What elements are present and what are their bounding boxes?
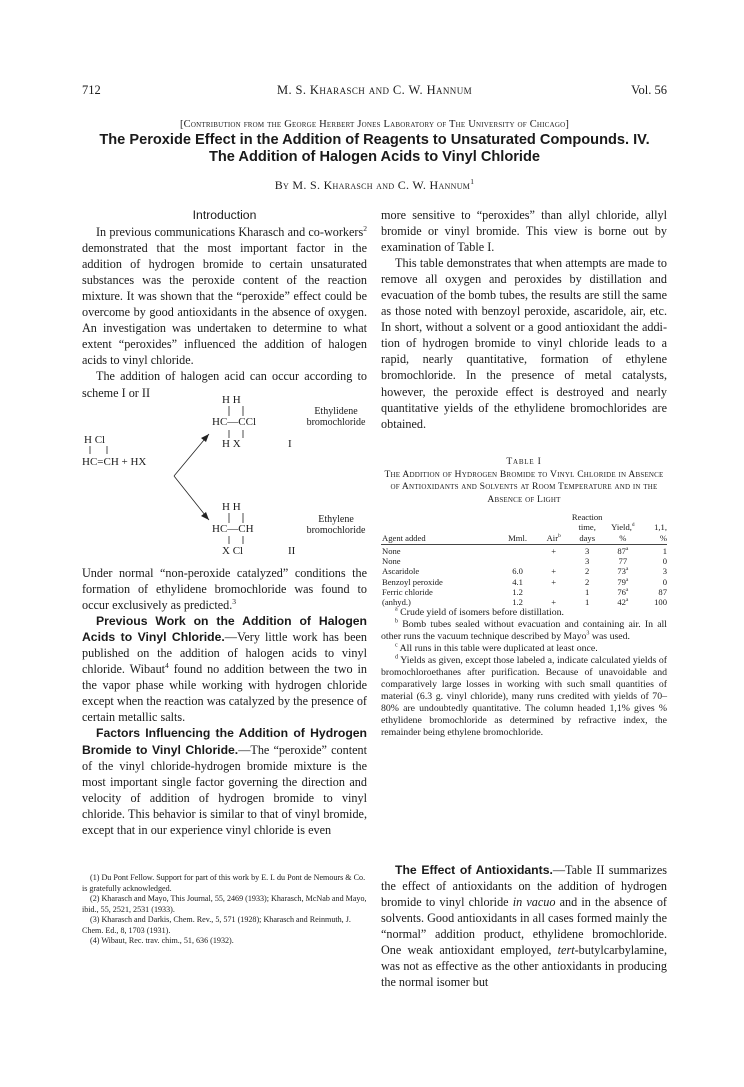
cell-days (569, 587, 605, 597)
cell-air-value: + (551, 545, 557, 556)
byline-text: By M. S. Kharasch and C. W. Hannum (274, 178, 471, 192)
cell-days (569, 544, 605, 556)
table-footnote-mark: d (395, 654, 399, 661)
paragraph-previous-work (82, 613, 367, 725)
cell-days-value: 3 (585, 545, 590, 556)
cell-days (569, 566, 605, 576)
col-header-yield-mark: d (631, 522, 635, 529)
cell-mml (497, 566, 538, 576)
cell-yield-mark: a (625, 576, 629, 583)
footnote-ref-2: 2 (363, 223, 367, 233)
reactant-top: H Cl (84, 434, 106, 446)
title-line-2: The Addition of Halogen Acids to Vinyl Chloride (208, 149, 541, 165)
cell-agent (381, 556, 497, 566)
antioxidants-italic-tert: tert (557, 943, 575, 958)
cell-agent-value: (anhyd.) (382, 597, 411, 608)
table-row (381, 587, 667, 597)
table-1 (381, 512, 667, 608)
cell-mml-value: 1.2 (512, 597, 523, 608)
title-line-1: The Peroxide Effect in the Addition of Reagents to Unsaturated Compounds. IV. (99, 132, 650, 148)
arrow-to-product-1 (174, 434, 209, 476)
footnote-ref-3: 3 (232, 597, 237, 607)
product-1-roman: I (288, 438, 292, 450)
cell-air (538, 566, 569, 576)
right-column-lower (381, 862, 667, 990)
contribution-line: [Contribution from the George Herbert Jones Laboratory of The University of Chicago] (179, 119, 570, 130)
cell-days-value: 2 (585, 566, 590, 577)
left-column-upper (82, 207, 367, 401)
cell-yield-value: 87 (617, 545, 626, 556)
cell-agent (381, 587, 497, 597)
table-row (381, 566, 667, 576)
footnote (82, 915, 367, 936)
table-footnote-mark: a (395, 606, 398, 613)
cell-yield-mark: a (625, 546, 629, 553)
product-1-bottom: H X (222, 438, 241, 450)
section-heading-introduction: Introduction (192, 208, 257, 222)
table-1-footnotes (381, 607, 667, 740)
table-footnote-text: All runs in this table were duplicated at least once. (397, 643, 598, 655)
heading-factors: Factors Influencing the Addition of Hydrogen Bromide to Vinyl Chloride. (82, 726, 367, 757)
volume-label: Vol. 56 (631, 83, 667, 97)
cell-air (538, 544, 569, 556)
product-2-name (302, 514, 370, 536)
cell-agent-value: None (382, 545, 401, 556)
col-header-time-1: Reaction (571, 512, 603, 522)
cell-mml-value: 1.2 (512, 587, 523, 598)
right-column-upper (381, 207, 667, 432)
col-header-time-3: days (579, 532, 596, 543)
cell-iso-value: 100 (654, 597, 667, 608)
table-footnote-text: Yields as given, except those labeled a, indicate calculated yields of bromochloroethanes after purification. Because of unavoidable and comparatively large losses in working with such small quantities of material (6.3 g. vinyl chloride), many runs credited with yields of 70–80% are undoubtedly quantitative. The column headed 1,1% gives % ethylidene bromochloride as determined by refractive index, the remainder being ethylene bromochloride. (381, 655, 667, 739)
col-header-agent: Agent added (381, 512, 497, 544)
table-header-row (381, 512, 667, 544)
cell-yield (605, 587, 640, 597)
table-1-title: The Addition of Hydrogen Bromide to Vinyl Chloride in Absence of Antioxidants and Solvents at Room Temperature and in the Absence of Light (384, 468, 664, 505)
paragraph-sensitivity: more sensitive to “peroxides” than allyl chloride, allyl bromide or vinyl bromide. This view is borne out by examination of Table I. (381, 208, 667, 255)
product-2-name-line-2: bromochloride (306, 525, 366, 536)
cell-iso (641, 566, 667, 576)
table-1-body (381, 544, 667, 607)
paragraph-non-peroxide-text: Under normal “non-peroxide catalyzed” conditions the formation of ethylidene bromochloride was found to occur exclusively as predicted. (82, 566, 367, 613)
page-number: 712 (82, 83, 101, 97)
product-1-name (302, 406, 370, 428)
antioxidants-text-b: and in the absence of solvents. Good antioxidants in all cases formed mainly the “normal” addition product, ethylidene bromochloride. One weak antioxidant employed, (381, 895, 667, 958)
paragraph-non-peroxide (82, 565, 367, 613)
col-header-air-text: Air (546, 532, 559, 543)
col-header-yield-2: % (619, 532, 627, 543)
cell-agent-value: Ascaridole (382, 566, 420, 577)
table-footnote (381, 655, 667, 739)
cell-mml (497, 556, 538, 566)
cell-days-value: 1 (585, 597, 590, 608)
paragraph-table-demonstrates: This table demonstrates that when attempts are made to remove all oxygen and peroxides by distillation and evacuation of the bomb tubes, the results are still the same as those noted with benzoyl peroxide, ascaridole, air, etc. In short, without a solvent or a good antioxidant the addition of hydrogen bromide to vinyl chloride leads to a rapid, nearly quantitative, formation of ethylene bromochloride. In the presence of metal catalysts, however, the peroxide effect is destroyed and nearly quantitative yields of the ethylidene bromochlorides are obtained. (381, 256, 667, 431)
footnote-number: (2) (90, 894, 100, 903)
cell-air (538, 577, 569, 587)
footnote-ref-3: 3 (586, 630, 590, 637)
running-head (82, 83, 667, 99)
antioxidants-text-c: -butylcarbylamine, was not as effective as the other antioxidants in producing the normal isomer but (381, 943, 667, 990)
cell-yield-value: 42 (617, 597, 626, 608)
cell-iso-value: 87 (658, 587, 667, 598)
product-2-roman: II (288, 545, 296, 557)
cell-yield-value: 79 (617, 576, 626, 587)
footnote-text: Kharasch and Darkis, Chem. Rev., 5, 571 (1928); Kharasch and Reinmuth, J. Chem. Ed., 8, 1703 (1931). (82, 915, 351, 935)
cell-agent (381, 544, 497, 556)
cell-yield-mark: a (625, 587, 629, 594)
footnote (82, 894, 367, 915)
intro-paragraph-1 (82, 224, 367, 368)
cell-iso-value: 0 (662, 576, 667, 587)
arrowhead-up (201, 434, 209, 442)
table-footnote (381, 619, 667, 643)
factors-text: —The “peroxide” content of the vinyl chloride-hydrogen bromide mixture is the most important single factor governing the direction and velocity of addition of hydrogen bromide to vinyl chloride. This behavior is similar to that of vinyl bromide, except that in our experience vinyl chloride is even (82, 742, 367, 837)
product-1-name-line-2: bromochloride (306, 417, 366, 428)
intro-paragraph-2: The addition of halogen acid can occur according to scheme I or II (82, 369, 367, 400)
cell-iso (641, 556, 667, 566)
paragraph-factors (82, 725, 367, 837)
page-footnotes (82, 873, 367, 947)
table-1-number: Table I (506, 456, 542, 467)
intro-p1-text-b: demonstrated that the most important factor in the addition of hydrogen bromide to certain unsaturated substances was the peroxide content of the reaction mixture. It was shown that the “peroxide” effect could be overcome by good antioxidants in the absence of oxygen. An investigation was undertaken to determine to what extent “peroxides” influenced the addition of halogen acids to vinyl chloride. (82, 241, 367, 368)
footnote (82, 873, 367, 894)
previous-work-text-b: found no addition between the two in the vapor phase while working with hydrogen chloride except when the reaction was catalyzed by the presence of certain metallic salts. (82, 662, 367, 725)
footnote (82, 936, 367, 947)
footnote-number: (1) (90, 873, 100, 882)
col-header-air (538, 512, 569, 544)
cell-days-value: 2 (585, 576, 590, 587)
product-2-bottom: X Cl (222, 545, 244, 557)
footnote-text: Kharasch and Mayo, This Journal, 55, 2469 (1933); Kharasch, McNab and Mayo, ibid., 55, 2521, 2531 (1933). (82, 894, 367, 914)
footnote-ref-4: 4 (165, 661, 169, 671)
cell-mml (497, 587, 538, 597)
table-footnote-text: Bomb tubes sealed without evacuation and containing air. In all other runs the vacuum technique described by Mayo (381, 619, 667, 643)
cell-yield (605, 566, 640, 576)
cell-iso (641, 577, 667, 587)
cell-mml-value: 4.1 (512, 576, 523, 587)
col-header-time (569, 512, 605, 544)
col-header-iso-2: % (659, 532, 667, 543)
heading-antioxidants: The Effect of Antioxidants. (395, 863, 553, 877)
col-header-iso-1: 1,1, (654, 522, 667, 533)
paragraph-antioxidants (381, 862, 667, 990)
cell-air-value: + (551, 576, 557, 587)
table-footnote-text: Crude yield of isomers before distillation. (397, 607, 564, 618)
cell-air (538, 587, 569, 597)
table-row (381, 544, 667, 556)
arrowhead-down (201, 512, 209, 520)
table-1-caption (381, 456, 667, 506)
cell-yield-mark: a (625, 597, 629, 604)
table-row (381, 556, 667, 566)
footnote-number: (4) (90, 936, 100, 945)
product-2-formula: HC—CH (212, 523, 254, 535)
intro-p1-text-a: In previous communications Kharasch and co-workers (96, 225, 364, 240)
col-header-time-2: time, (578, 522, 596, 533)
cell-yield-mark: a (625, 566, 629, 573)
col-header-yield-1: Yield, (611, 522, 632, 533)
cell-iso (641, 587, 667, 597)
cell-days-value: 3 (585, 556, 590, 567)
col-header-iso (641, 512, 667, 544)
table-footnote-text: was used. (589, 631, 630, 643)
table-row (381, 577, 667, 587)
cell-air-value: + (551, 597, 557, 608)
cell-agent-value: Benzoyl peroxide (382, 576, 443, 587)
table-footnote (381, 607, 667, 619)
cell-air-value: + (551, 566, 557, 577)
cell-iso-value: 0 (662, 556, 667, 567)
cell-iso-value: 3 (662, 566, 667, 577)
running-authors: M. S. Kharasch and C. W. Hannum (276, 83, 473, 97)
product-1-formula: HC—CCl (212, 416, 257, 428)
reaction-scheme (82, 394, 367, 562)
cell-days (569, 577, 605, 587)
cell-days-value: 1 (585, 587, 590, 598)
previous-work-text-a: —Very little work has been published on the addition of halogen acids to vinyl chloride. Wibaut (82, 630, 367, 677)
col-header-mml: Mml. (497, 512, 538, 544)
heading-previous-work: Previous Work on the Addition of Halogen Acids to Vinyl Chloride. (82, 614, 367, 645)
product-1-top-h: H H (222, 394, 241, 406)
cell-yield-value: 73 (617, 566, 626, 577)
cell-mml (497, 544, 538, 556)
cell-air (538, 556, 569, 566)
reactant-formula: HC=CH + HX (82, 456, 147, 468)
footnote-text: Wibaut, Rec. trav. chim., 51, 636 (1932). (99, 936, 234, 945)
cell-yield-value: 77 (618, 556, 628, 567)
left-column-lower (82, 565, 367, 838)
cell-days (569, 556, 605, 566)
table-footnote (381, 643, 667, 655)
cell-agent (381, 577, 497, 587)
cell-mml (497, 577, 538, 587)
product-2-name-line-1: Ethylene (318, 514, 354, 525)
cell-iso (641, 544, 667, 556)
cell-agent-value: None (382, 556, 401, 567)
cell-agent (381, 566, 497, 576)
byline-footnote-mark: 1 (470, 177, 475, 186)
cell-iso-value: 1 (662, 545, 667, 556)
arrow-to-product-2 (174, 476, 209, 520)
footnote-text: Du Pont Fellow. Support for part of this work by E. I. du Pont de Nemours & Co. is gratefully acknowledged. (82, 873, 366, 893)
table-footnote-mark: b (395, 618, 399, 625)
byline (82, 178, 667, 193)
cell-yield-value: 76 (617, 587, 626, 598)
article-title (82, 132, 667, 166)
cell-mml-value: 6.0 (512, 566, 523, 577)
cell-yield (605, 577, 640, 587)
table-footnote-mark: c (395, 642, 398, 649)
cell-agent-value: Ferric chloride (382, 587, 433, 598)
cell-yield (605, 544, 640, 556)
footnote-number: (3) (90, 915, 100, 924)
antioxidants-italic-in-vacuo: in vacuo (512, 895, 556, 910)
product-2-top-h: H H (222, 501, 241, 513)
product-1-name-line-1: Ethylidene (314, 406, 358, 417)
col-header-air-mark: b (558, 532, 561, 539)
antioxidants-text-a: —Table II summarizes the effect of antioxidants on the addition of hydrogen bromide to vinyl chloride (381, 863, 667, 910)
col-header-yield (605, 512, 640, 544)
cell-yield (605, 556, 640, 566)
